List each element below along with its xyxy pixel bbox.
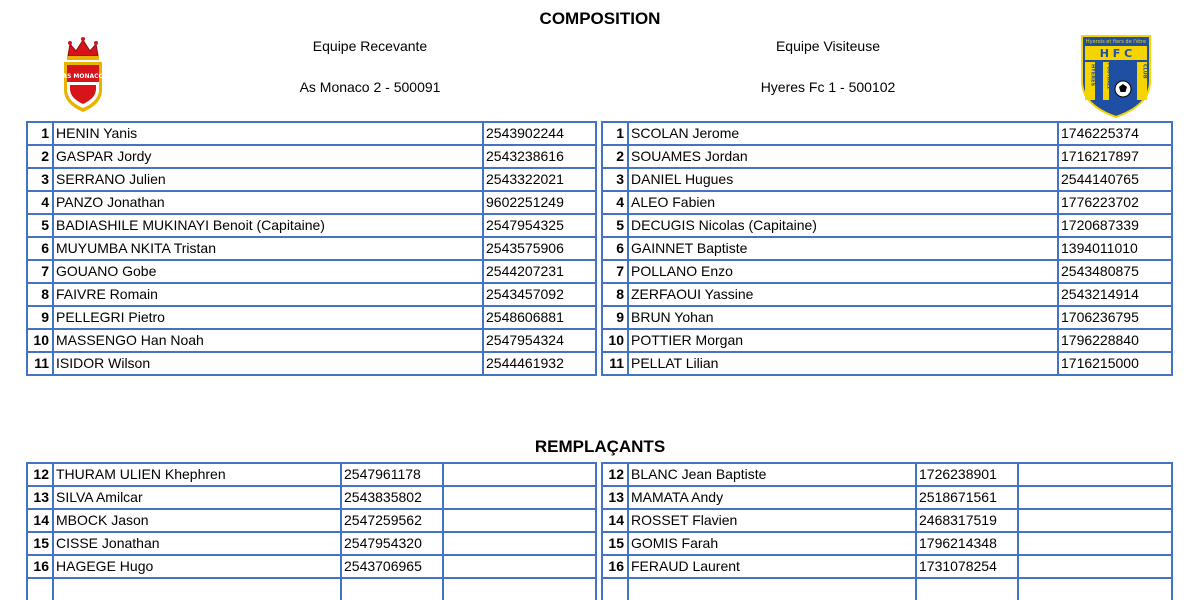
home-player-number: 4: [27, 191, 53, 214]
away-sub-extra: [1018, 463, 1172, 486]
away-player-licence: 1720687339: [1058, 214, 1172, 237]
home-player-licence: 2543575906: [483, 237, 596, 260]
starter-row: [27, 306, 1172, 329]
away-player-number: 11: [602, 352, 628, 375]
substitute-row: [27, 509, 1172, 532]
away-sub-number: 16: [602, 555, 628, 578]
home-sub-licence: [341, 578, 443, 600]
home-sub-extra: [443, 578, 596, 600]
away-sub-licence: 2468317519: [916, 509, 1018, 532]
home-player-licence: 2548606881: [483, 306, 596, 329]
home-player-licence: 2544207231: [483, 260, 596, 283]
away-player-licence: 2544140765: [1058, 168, 1172, 191]
substitute-row: [27, 486, 1172, 509]
away-player-licence: 1706236795: [1058, 306, 1172, 329]
away-sub-licence: 1796214348: [916, 532, 1018, 555]
away-player-licence: 1776223702: [1058, 191, 1172, 214]
starter-row: [27, 352, 1172, 375]
home-player-licence: 9602251249: [483, 191, 596, 214]
away-player-number: 5: [602, 214, 628, 237]
away-player-name: GAINNET Baptiste: [628, 237, 1058, 260]
home-player-name: MASSENGO Han Noah: [53, 329, 483, 352]
home-sub-extra: [443, 463, 596, 486]
away-sub-number: 13: [602, 486, 628, 509]
away-sub-extra: [1018, 578, 1172, 600]
away-player-licence: 1716215000: [1058, 352, 1172, 375]
home-sub-extra: [443, 555, 596, 578]
home-sub-name: HAGEGE Hugo: [53, 555, 341, 578]
away-sub-licence: [916, 578, 1018, 600]
away-sub-name: [628, 578, 916, 600]
away-sub-extra: [1018, 532, 1172, 555]
home-player-number: 10: [27, 329, 53, 352]
home-player-number: 3: [27, 168, 53, 191]
home-player-name: FAIVRE Romain: [53, 283, 483, 306]
away-player-name: POTTIER Morgan: [628, 329, 1058, 352]
home-player-number: 7: [27, 260, 53, 283]
home-sub-number: 16: [27, 555, 53, 578]
home-player-name: MUYUMBA NKITA Tristan: [53, 237, 483, 260]
home-player-name: HENIN Yanis: [53, 122, 483, 145]
away-player-number: 9: [602, 306, 628, 329]
away-player-name: BRUN Yohan: [628, 306, 1058, 329]
starter-row: [27, 329, 1172, 352]
home-player-licence: 2547954324: [483, 329, 596, 352]
starter-row: [27, 237, 1172, 260]
away-sub-number: [602, 578, 628, 600]
away-sub-name: FERAUD Laurent: [628, 555, 916, 578]
away-player-number: 8: [602, 283, 628, 306]
home-sub-number: 15: [27, 532, 53, 555]
away-sub-licence: 2518671561: [916, 486, 1018, 509]
home-player-number: 6: [27, 237, 53, 260]
away-player-number: 1: [602, 122, 628, 145]
home-sub-name: MBOCK Jason: [53, 509, 341, 532]
away-player-number: 4: [602, 191, 628, 214]
away-sub-name: GOMIS Farah: [628, 532, 916, 555]
home-player-name: GASPAR Jordy: [53, 145, 483, 168]
away-player-number: 10: [602, 329, 628, 352]
away-player-name: DANIEL Hugues: [628, 168, 1058, 191]
home-player-licence: 2544461932: [483, 352, 596, 375]
starter-row: [27, 168, 1172, 191]
home-sub-extra: [443, 532, 596, 555]
substitute-row: [27, 532, 1172, 555]
away-team-name: Hyeres Fc 1 - 500102: [760, 79, 896, 95]
away-player-number: 6: [602, 237, 628, 260]
home-sub-name: CISSE Jonathan: [53, 532, 341, 555]
home-sub-number: 12: [27, 463, 53, 486]
home-player-name: SERRANO Julien: [53, 168, 483, 191]
away-player-licence: 1746225374: [1058, 122, 1172, 145]
home-sub-number: 14: [27, 509, 53, 532]
hyeres-fc-logo: [1079, 33, 1153, 119]
away-player-name: ALEO Fabien: [628, 191, 1058, 214]
home-sub-number: [27, 578, 53, 600]
home-player-number: 2: [27, 145, 53, 168]
away-player-licence: 1394011010: [1058, 237, 1172, 260]
empty-row: [27, 578, 1172, 600]
away-logo-mid-text: FOOTBALL: [1105, 63, 1111, 90]
as-monaco-logo: [60, 34, 106, 114]
home-sub-licence: 2547954320: [341, 532, 443, 555]
substitute-row: [27, 555, 1172, 578]
substitutes-title: REMPLAÇANTS: [534, 437, 666, 456]
away-sub-number: 12: [602, 463, 628, 486]
away-player-name: DECUGIS Nicolas (Capitaine): [628, 214, 1058, 237]
away-player-number: 2: [602, 145, 628, 168]
starters-table: [26, 121, 1173, 376]
home-sub-name: SILVA Amilcar: [53, 486, 341, 509]
away-sub-licence: 1726238901: [916, 463, 1018, 486]
starters-body: [27, 122, 1172, 375]
starter-row: [27, 145, 1172, 168]
starter-row: [27, 283, 1172, 306]
away-sub-extra: [1018, 555, 1172, 578]
home-player-number: 9: [27, 306, 53, 329]
home-player-licence: 2543902244: [483, 122, 596, 145]
home-player-number: 8: [27, 283, 53, 306]
away-player-name: SOUAMES Jordan: [628, 145, 1058, 168]
home-team-name: As Monaco 2 - 500091: [299, 79, 441, 95]
substitutes-table: [26, 462, 1173, 600]
away-logo-motto: Hyerois et fiers de l'être: [1085, 39, 1147, 45]
home-sub-licence: 2547259562: [341, 509, 443, 532]
away-player-number: 7: [602, 260, 628, 283]
home-player-licence: 2543238616: [483, 145, 596, 168]
away-logo-letters: H F C: [1099, 47, 1133, 60]
away-player-licence: 2543480875: [1058, 260, 1172, 283]
home-sub-licence: 2543835802: [341, 486, 443, 509]
away-sub-name: MAMATA Andy: [628, 486, 916, 509]
away-player-name: PELLAT Lilian: [628, 352, 1058, 375]
home-sub-extra: [443, 509, 596, 532]
away-player-name: SCOLAN Jerome: [628, 122, 1058, 145]
home-player-number: 5: [27, 214, 53, 237]
away-player-licence: 1716217897: [1058, 145, 1172, 168]
starter-row: [27, 122, 1172, 145]
home-sub-licence: 2543706965: [341, 555, 443, 578]
away-player-name: POLLANO Enzo: [628, 260, 1058, 283]
home-sub-licence: 2547961178: [341, 463, 443, 486]
away-logo-left-text: HYERES: [1089, 64, 1096, 87]
starter-row: [27, 191, 1172, 214]
away-sub-number: 14: [602, 509, 628, 532]
away-sub-name: ROSSET Flavien: [628, 509, 916, 532]
starter-row: [27, 260, 1172, 283]
substitutes-body: [27, 463, 1172, 600]
away-sub-licence: 1731078254: [916, 555, 1018, 578]
away-sub-extra: [1018, 509, 1172, 532]
home-player-name: GOUANO Gobe: [53, 260, 483, 283]
away-player-licence: 2543214914: [1058, 283, 1172, 306]
home-team-caption: Equipe Recevante: [312, 38, 428, 54]
home-player-name: PANZO Jonathan: [53, 191, 483, 214]
home-sub-name: [53, 578, 341, 600]
home-player-licence: 2543457092: [483, 283, 596, 306]
away-sub-extra: [1018, 486, 1172, 509]
home-logo-text: AS MONACO: [62, 73, 104, 80]
away-sub-name: BLANC Jean Baptiste: [628, 463, 916, 486]
home-player-number: 11: [27, 352, 53, 375]
away-player-number: 3: [602, 168, 628, 191]
away-sub-number: 15: [602, 532, 628, 555]
home-player-name: BADIASHILE MUKINAYI Benoit (Capitaine): [53, 214, 483, 237]
home-player-name: PELLEGRI Pietro: [53, 306, 483, 329]
away-logo-right-text: CLUB: [1141, 64, 1148, 79]
starter-row: [27, 214, 1172, 237]
away-player-name: ZERFAOUI Yassine: [628, 283, 1058, 306]
away-team-caption: Equipe Visiteuse: [775, 38, 881, 54]
away-player-licence: 1796228840: [1058, 329, 1172, 352]
home-sub-name: THURAM ULIEN Khephren: [53, 463, 341, 486]
page-title: COMPOSITION: [539, 9, 661, 28]
home-player-number: 1: [27, 122, 53, 145]
home-sub-number: 13: [27, 486, 53, 509]
home-sub-extra: [443, 486, 596, 509]
substitute-row: [27, 463, 1172, 486]
home-player-licence: 2547954325: [483, 214, 596, 237]
home-player-licence: 2543322021: [483, 168, 596, 191]
home-player-name: ISIDOR Wilson: [53, 352, 483, 375]
